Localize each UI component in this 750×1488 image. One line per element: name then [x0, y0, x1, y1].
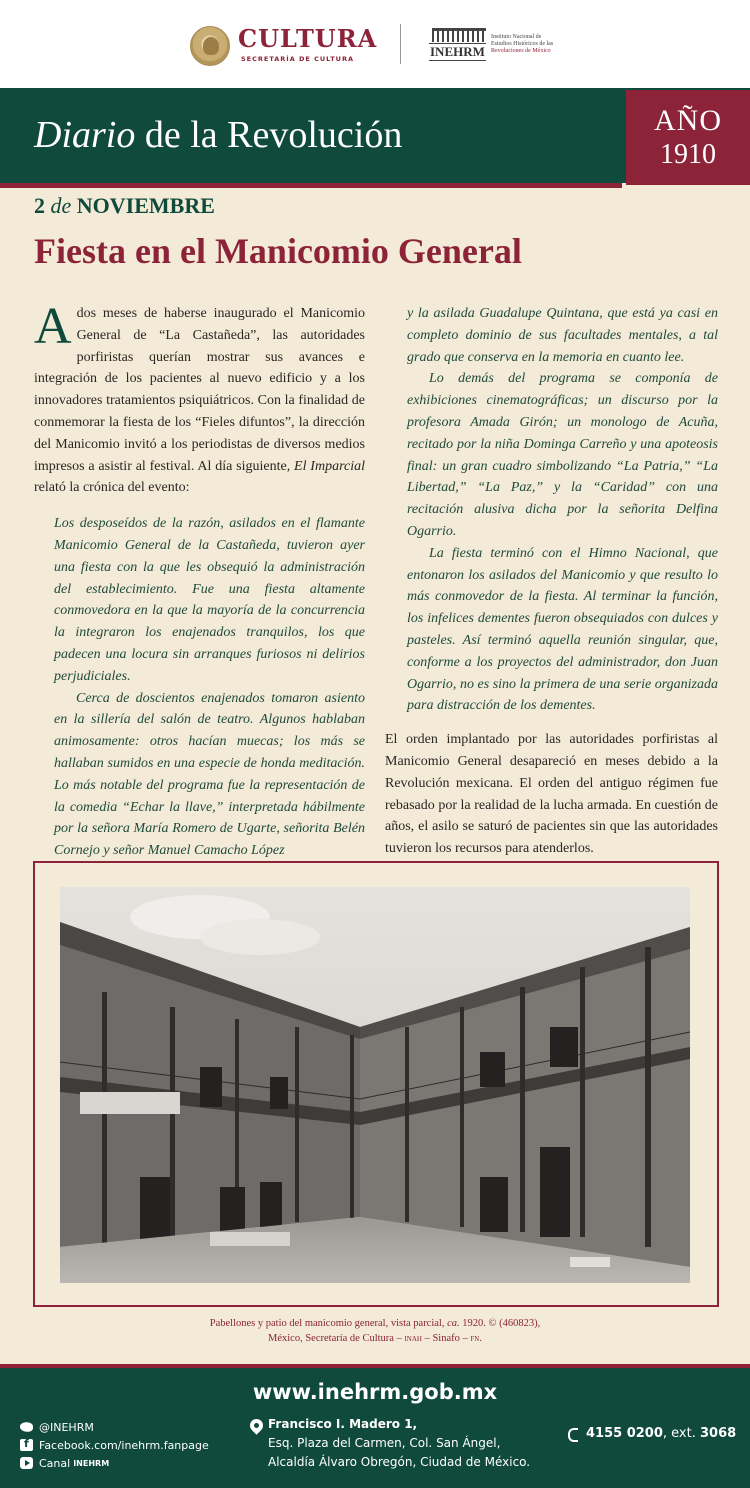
address-street: Francisco I. Madero 1, [268, 1417, 418, 1431]
social-links [20, 1418, 240, 1472]
phone-number[interactable] [586, 1426, 746, 1441]
quote-paragraph: Cerca de doscientos enajenados tomaron asiento en la sillería del salón de teatro. Algunos hablaban animosamente: otros hacían muecas; los más se hallaban sumidos en una especie de honda meditación. Lo más notable del programa fue la representación de la comedia “Echar la llave,” interpretada hábilmente por la señora María Romero de Ugarte, señorita Belén Cornejo y señor Manuel Camacho López [54, 690, 365, 859]
inehrm-building-icon [432, 28, 486, 42]
national-seal-icon [190, 26, 230, 66]
inehrm-full-name [491, 34, 581, 55]
photo-caption [120, 1316, 630, 1346]
date-month: NOVIEMBRE [76, 193, 215, 218]
caption-text: – Sinafo – [421, 1333, 471, 1344]
series-title-italic: Diario [34, 114, 136, 156]
article-date [34, 193, 215, 219]
series-title-rest: de la Revolución [135, 114, 403, 156]
phone-ext-label: , ext. [662, 1426, 700, 1441]
youtube-channel-name: INEHRM [73, 1458, 110, 1468]
series-title [34, 113, 402, 157]
year-value: 1910 [660, 139, 716, 170]
caption-circa: ca. [447, 1318, 460, 1329]
twitter-link[interactable] [20, 1418, 240, 1436]
intro-text-b: relató la crónica del evento: [34, 480, 190, 496]
phone-ext: 3068 [699, 1426, 737, 1441]
inehrm-logo-text: INEHRM [430, 44, 485, 59]
courtyard-illustration [60, 887, 690, 1283]
twitter-icon [20, 1422, 33, 1432]
caption-text: 1920. © (460823), [459, 1318, 541, 1329]
facebook-page: Facebook.com/inehrm.fanpage [39, 1438, 209, 1452]
youtube-channel: Canal [39, 1456, 71, 1470]
cultura-logo-text: CULTURA [238, 24, 378, 53]
address [268, 1415, 558, 1472]
date-connector: de [45, 193, 77, 218]
twitter-handle: @INEHRM [39, 1420, 94, 1434]
cultura-logo-subtitle: SECRETARÍA DE CULTURA [241, 55, 354, 63]
drop-cap: A [34, 298, 72, 355]
year-label: AÑO [654, 104, 722, 137]
quote-paragraph: La fiesta terminó con el Himno Nacional, que entonaron los asilados del Manicomio y que resulto lo más conmovedor de la fiesta. Al terminar la función, los infelices dementes fueron obsequiados con dulces y pasteles. Así terminó aquella reunión singular, que, conforme a los proyectos del administrador, don Juan Ogarrio, no es sino la primera de una serie organizada para distracción de los dementes. [407, 545, 718, 714]
address-line: Alcaldía Álvaro Obregón, Ciudad de México. [268, 1455, 531, 1469]
website-link[interactable]: www.inehrm.gob.mx [252, 1380, 498, 1404]
article-column-left [34, 298, 365, 862]
chronicle-quote-continued [385, 303, 718, 717]
year-box [626, 90, 750, 185]
youtube-icon [20, 1457, 33, 1469]
article-headline: Fiesta en el Manicomio General [34, 231, 522, 271]
facebook-icon [20, 1439, 33, 1451]
caption-inah: inah [404, 1333, 422, 1344]
phone-main: 4155 0200 [586, 1426, 663, 1441]
caption-fn: fn. [470, 1333, 482, 1344]
closing-paragraph: El orden implantado por las autoridades porfiristas al Manicomio General desapareció en meses debido a la Revolución mexicana. El orden del antiguo régimen fue rebasado por la realidad de la lucha armada. En cuestión de años, el asilo se saturó de pacientes sin que las autoridades tuvieron los recursos para atenderlos. [385, 732, 718, 857]
inehrm-name-line: Estudios Históricos de las [491, 41, 554, 47]
intro-text-a: dos meses de haberse inaugurado el Manicomio General de “La Castañeda”, las autoridades porfiristas querían mostrar sus avances e integración de los pacientes al nuevo edificio y a los innovadores tratamientos psiquiátricos. Con la finalidad de conmemorar la fiesta de los “Fieles difuntos”, la dirección del Manicomio invitó a los periodistas de diversos medios impresos a asistir al festival. Al día siguiente, [34, 306, 365, 474]
article-column-right [385, 303, 718, 860]
facebook-link[interactable] [20, 1436, 240, 1454]
newspaper-name: El Imparcial [294, 458, 365, 474]
youtube-link[interactable] [20, 1454, 240, 1472]
inehrm-name-line: Revoluciones de México [491, 48, 551, 54]
asylum-courtyard-photo [60, 887, 690, 1283]
quote-paragraph: Los desposeídos de la razón, asilados en el flamante Manicomio General de la Castañeda, tuvieron ayer una fiesta con la que les obsequió la administración del establecimiento. Fue una fiesta altamente conmovedora en la que la mayoría de la concurrencia la integraron los enajenados tranquilos, los que padecen una locura sin arranques furiosos ni delirios perjudiciales. [54, 516, 365, 684]
chronicle-quote [34, 513, 365, 862]
quote-paragraph: Lo demás del programa se componía de exhibiciones cinematográficas; un discurso por la profesora Amada Girón; un monologo de Acuña, recitado por la niña Dominga Carreño y una apoteosis final: un gran cuadro simbolizando “La Patria,” “La Libertad,” “La Paz,” y la “Caridad” con una recitación alusiva dicha por la señorita Delfina Ogarrio. [407, 371, 718, 539]
top-header [0, 0, 750, 88]
quote-paragraph: y la asilada Guadalupe Quintana, que está ya casi en completo dominio de sus facultades mentales, a tal grado que conserva en la memoria en cuanto lee. [407, 306, 718, 365]
intro-paragraph [34, 298, 365, 499]
caption-text: México, Secretaría de Cultura – [268, 1333, 405, 1344]
date-day: 2 [34, 193, 45, 218]
phone-icon [568, 1428, 578, 1442]
header-divider [400, 24, 401, 64]
address-line: Esq. Plaza del Carmen, Col. San Ángel, [268, 1436, 501, 1450]
caption-text: Pabellones y patio del manicomio general, vista parcial, [209, 1318, 448, 1329]
inehrm-name-line: Instituto Nacional de [491, 34, 542, 40]
